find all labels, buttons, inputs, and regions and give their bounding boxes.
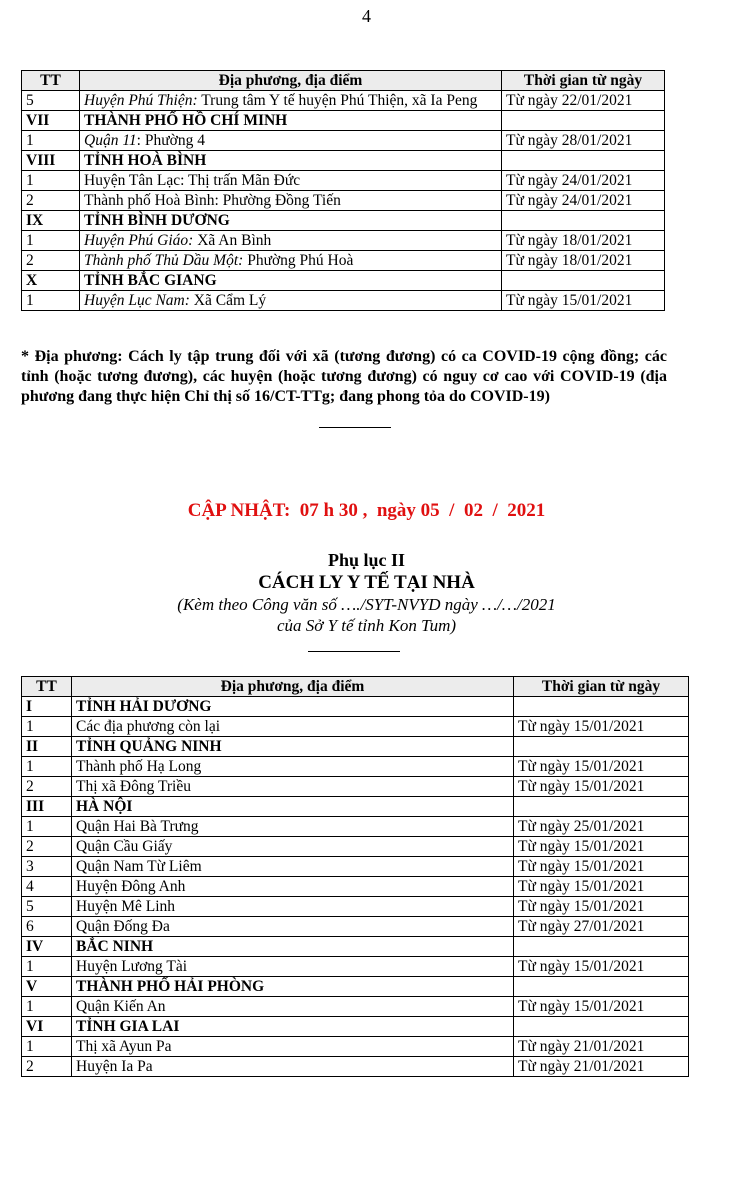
cell-tt: 2 (22, 1057, 72, 1077)
table-isolation-areas-continued (21, 70, 665, 311)
cell-tt: III (22, 797, 72, 817)
table-row (22, 1037, 689, 1057)
location-district: Huyện Phú Giáo: (84, 232, 194, 249)
appendix-divider (308, 651, 400, 652)
cell-tt: 1 (22, 817, 72, 837)
table-row (22, 997, 689, 1017)
header-tt: TT (22, 677, 72, 697)
cell-date: Từ ngày 21/01/2021 (514, 1037, 689, 1057)
cell-tt: VI (22, 1017, 72, 1037)
cell-tt: II (22, 737, 72, 757)
header-location: Địa phương, địa điểm (80, 71, 502, 91)
cell-date: Từ ngày 24/01/2021 (502, 171, 665, 191)
cell-location: THÀNH PHỐ HỒ CHÍ MINH (80, 111, 502, 131)
table-header-row (22, 677, 689, 697)
cell-date (502, 151, 665, 171)
cell-location: Thị xã Đông Triều (72, 777, 514, 797)
cell-tt: IX (22, 211, 80, 231)
cell-tt: 3 (22, 857, 72, 877)
table-row (22, 291, 665, 311)
location-detail: Trung tâm Y tế huyện Phú Thiện, xã Ia Peng (197, 92, 478, 109)
cell-location: TỈNH GIA LAI (72, 1017, 514, 1037)
section-row (22, 937, 689, 957)
cell-tt: I (22, 697, 72, 717)
header-location: Địa phương, địa điểm (72, 677, 514, 697)
cell-tt: 2 (22, 777, 72, 797)
location-district: Thành phố Thủ Dầu Một: (84, 252, 244, 269)
header-date: Thời gian từ ngày (502, 71, 665, 91)
cell-date: Từ ngày 27/01/2021 (514, 917, 689, 937)
section-row (22, 977, 689, 997)
cell-location: Huyện Mê Linh (72, 897, 514, 917)
cell-date: Từ ngày 24/01/2021 (502, 191, 665, 211)
cell-location: TỈNH HOÀ BÌNH (80, 151, 502, 171)
cell-date: Từ ngày 21/01/2021 (514, 1057, 689, 1077)
cell-location: Thành phố Hoà Bình: Phường Đồng Tiến (80, 191, 502, 211)
note-definition: * Địa phương: Cách ly tập trung đối với xã (tương đương) có ca COVID-19 cộng đồng; các tỉnh (hoặc tương đương), các huyện (hoặc tương đương) có nguy cơ cao với COVID-19 (địa phương đang thực hiện Chỉ thị số 16/CT-TTg; đang phong tỏa do COVID-19) (21, 348, 667, 405)
cell-location (80, 91, 502, 111)
cell-date (514, 697, 689, 717)
table-row (22, 957, 689, 977)
cell-location: Quận Nam Từ Liêm (72, 857, 514, 877)
cell-tt: 1 (22, 171, 80, 191)
cell-date (502, 271, 665, 291)
cell-date: Từ ngày 18/01/2021 (502, 251, 665, 271)
cell-location: Quận Hai Bà Trưng (72, 817, 514, 837)
cell-tt: 1 (22, 231, 80, 251)
cell-tt: VII (22, 111, 80, 131)
cell-tt: 5 (22, 897, 72, 917)
cell-tt: 1 (22, 997, 72, 1017)
cell-location: Huyện Ia Pa (72, 1057, 514, 1077)
table-body (22, 91, 665, 311)
section-row (22, 111, 665, 131)
location-detail: Xã An Bình (193, 232, 272, 249)
section-row (22, 697, 689, 717)
cell-location: THÀNH PHỐ HẢI PHÒNG (72, 977, 514, 997)
section-row (22, 797, 689, 817)
cell-location: TỈNH BÌNH DƯƠNG (80, 211, 502, 231)
cell-date (502, 211, 665, 231)
cell-date: Từ ngày 15/01/2021 (514, 857, 689, 877)
table-row (22, 757, 689, 777)
cell-date (514, 937, 689, 957)
location-detail: Phường Phú Hoà (243, 252, 354, 269)
cell-date: Từ ngày 15/01/2021 (514, 777, 689, 797)
cell-tt: 1 (22, 757, 72, 777)
section-row (22, 737, 689, 757)
table-row (22, 1057, 689, 1077)
cell-tt: 1 (22, 291, 80, 311)
location-district: Huyện Lục Nam: (84, 292, 190, 309)
table-row (22, 777, 689, 797)
cell-location: Quận Cầu Giấy (72, 837, 514, 857)
cell-date: Từ ngày 15/01/2021 (514, 877, 689, 897)
section-row (22, 211, 665, 231)
section-row (22, 151, 665, 171)
cell-date: Từ ngày 15/01/2021 (514, 997, 689, 1017)
cell-date: Từ ngày 18/01/2021 (502, 231, 665, 251)
cell-location: Huyện Lương Tài (72, 957, 514, 977)
cell-tt: 2 (22, 251, 80, 271)
location-detail: : Phường 4 (136, 132, 205, 149)
table-row (22, 917, 689, 937)
table-home-isolation (21, 676, 689, 1077)
cell-tt: 5 (22, 91, 80, 111)
cell-date: Từ ngày 28/01/2021 (502, 131, 665, 151)
cell-location: Thị xã Ayun Pa (72, 1037, 514, 1057)
cell-date (502, 111, 665, 131)
cell-location: TỈNH BẮC GIANG (80, 271, 502, 291)
cell-date (514, 1017, 689, 1037)
table-row (22, 231, 665, 251)
cell-tt: IV (22, 937, 72, 957)
cell-location: TỈNH QUẢNG NINH (72, 737, 514, 757)
location-district: Huyện Phú Thiện: (84, 92, 198, 109)
appendix-subtitle-line-1: (Kèm theo Công văn số …./SYT-NVYD ngày …/…/2021 (177, 595, 556, 614)
cell-location (80, 291, 502, 311)
cell-date (514, 977, 689, 997)
cell-date: Từ ngày 22/01/2021 (502, 91, 665, 111)
cell-location: Huyện Đông Anh (72, 877, 514, 897)
table-row (22, 877, 689, 897)
cell-date (514, 737, 689, 757)
table-row (22, 717, 689, 737)
cell-location: TỈNH HẢI DƯƠNG (72, 697, 514, 717)
cell-location: HÀ NỘI (72, 797, 514, 817)
cell-tt: 2 (22, 837, 72, 857)
cell-tt: 6 (22, 917, 72, 937)
cell-location (80, 131, 502, 151)
table-row (22, 897, 689, 917)
location-detail: Xã Cẩm Lý (189, 292, 267, 309)
cell-tt: 1 (22, 131, 80, 151)
cell-tt: 4 (22, 877, 72, 897)
cell-date: Từ ngày 15/01/2021 (514, 757, 689, 777)
cell-location: Huyện Tân Lạc: Thị trấn Mãn Đức (80, 171, 502, 191)
appendix-subtitle-line-2: của Sở Y tế tỉnh Kon Tum) (276, 616, 457, 635)
table-header-row (22, 71, 665, 91)
table-row (22, 171, 665, 191)
header-date: Thời gian từ ngày (514, 677, 689, 697)
update-timestamp: CẬP NHẬT: 07 h 30 , ngày 05 / 02 / 2021 (187, 500, 546, 521)
page-number: 4 (362, 6, 371, 26)
table-body (22, 697, 689, 1077)
cell-location: Thành phố Hạ Long (72, 757, 514, 777)
cell-location (80, 251, 502, 271)
appendix-title: CÁCH LY Y TẾ TẠI NHÀ (258, 572, 475, 593)
cell-tt: V (22, 977, 72, 997)
cell-date: Từ ngày 15/01/2021 (514, 717, 689, 737)
cell-tt: 2 (22, 191, 80, 211)
cell-tt: 1 (22, 1037, 72, 1057)
cell-date: Từ ngày 15/01/2021 (502, 291, 665, 311)
cell-location: Các địa phương còn lại (72, 717, 514, 737)
table-row (22, 857, 689, 877)
cell-tt: 1 (22, 717, 72, 737)
cell-tt: X (22, 271, 80, 291)
cell-location (80, 231, 502, 251)
divider-line (319, 427, 391, 428)
section-row (22, 1017, 689, 1037)
cell-date (514, 797, 689, 817)
location-district: Quận 11 (84, 132, 137, 149)
cell-tt: VIII (22, 151, 80, 171)
cell-location: Quận Kiến An (72, 997, 514, 1017)
cell-tt: 1 (22, 957, 72, 977)
cell-location: Quận Đống Đa (72, 917, 514, 937)
table-row (22, 251, 665, 271)
table-row (22, 91, 665, 111)
table-row (22, 191, 665, 211)
cell-location: BẮC NINH (72, 937, 514, 957)
header-tt: TT (22, 71, 80, 91)
cell-date: Từ ngày 25/01/2021 (514, 817, 689, 837)
table-row (22, 837, 689, 857)
appendix-header (0, 549, 733, 636)
section-row (22, 271, 665, 291)
table-row (22, 817, 689, 837)
cell-date: Từ ngày 15/01/2021 (514, 897, 689, 917)
cell-date: Từ ngày 15/01/2021 (514, 837, 689, 857)
cell-date: Từ ngày 15/01/2021 (514, 957, 689, 977)
table-row (22, 131, 665, 151)
appendix-label: Phụ lục II (327, 550, 406, 570)
